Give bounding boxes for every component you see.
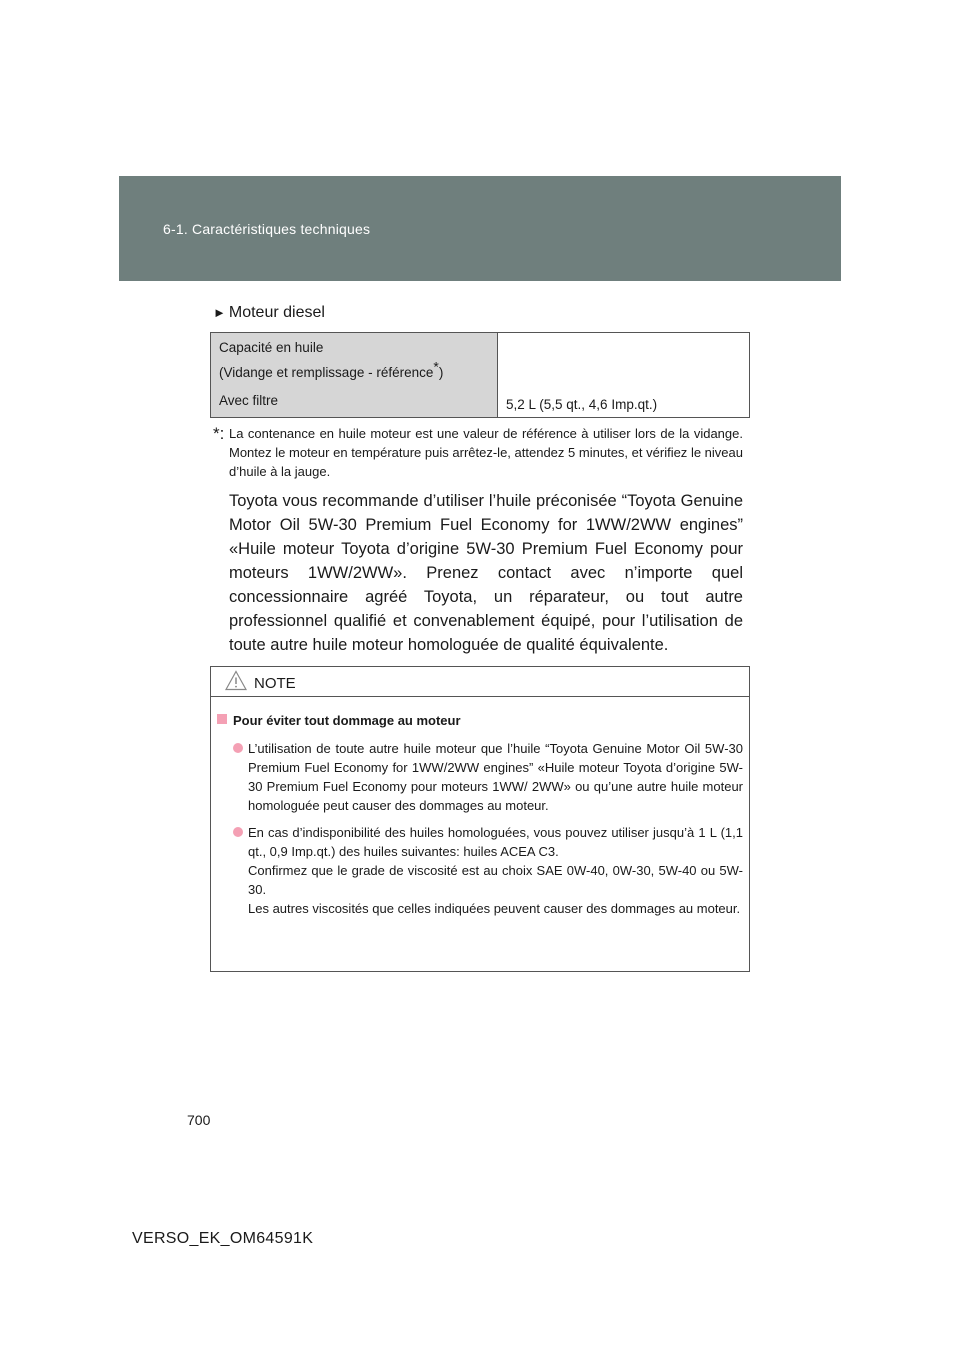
subsection-title-text: Moteur diesel [228, 304, 325, 321]
subsection-title [213, 304, 325, 322]
note-title: NOTE [254, 675, 296, 692]
table-label-cell [211, 333, 498, 418]
circle-bullet-icon [233, 743, 243, 753]
page-number: 700 [187, 1112, 211, 1128]
footnote [213, 424, 743, 481]
list-item [217, 739, 743, 815]
table-value-cell [498, 333, 750, 418]
footnote-text: La contenance en huile moteur est une valeur de référence à utiliser lors de la vidange. Montez le moteur en température puis arrêtez-le, attendez 5 minutes, et vérifiez le niveau d’huile à la jauge. [229, 426, 743, 479]
label-line-2: (Vidange et remplissage - référence*) [219, 358, 444, 380]
section-title: 6-1. Caractéristiques techniques [163, 221, 371, 237]
square-bullet-icon [217, 714, 227, 724]
footnote-mark: *: [213, 424, 225, 443]
note-heading-text: Pour éviter tout dommage au moteur [233, 713, 461, 728]
asterisk-marker: * [433, 358, 439, 374]
list-item [217, 823, 743, 918]
body-paragraph: Toyota vous recommande d’utiliser l’huile préconisée “Toyota Genuine Motor Oil 5W-30 Premium Fuel Economy for 1WW/2WW engines” «Huile moteur Toyota d’origine 5W-30 Premium Fuel Economy pour moteurs 1WW/2WW». Prenez contact avec n’importe quel concessionnaire agréé Toyota, un réparateur, ou tout autre professionnel qualifié et convenablement équipé, pour l’utilisation de toute autre huile moteur homologuée de qualité équivalente. [229, 492, 743, 654]
note-heading [217, 711, 743, 730]
document-code: VERSO_EK_OM64591K [132, 1230, 314, 1247]
bullet-text-line-2: Confirmez que le grade de viscosité est au choix SAE 0W-40, 0W-30, 5W-40 ou 5W-30. [248, 863, 743, 897]
bullet-text-line-1: En cas d’indisponibilité des huiles homologuées, vous pouvez utiliser jusqu’à 1 L (1,1 qt., 0,9 Imp.qt.) des huiles suivantes: huiles ACEA C3. [248, 825, 743, 859]
note-box [210, 666, 750, 972]
section-header-band [119, 176, 841, 281]
triangle-marker-icon: ► [213, 305, 226, 320]
label-line-1: Capacité en huile [219, 340, 324, 355]
bullet-text-line-3: Les autres viscosités que celles indiquées peuvent causer des dommages au moteur. [248, 901, 741, 916]
bullet-text: L’utilisation de toute autre huile moteur que l’huile “Toyota Genuine Motor Oil 5W-30 Premium Fuel Economy for 1WW/2WW engines” «Huile moteur Toyota d’origine 5W-30 Premium Fuel Economy pour moteurs 1WW/ 2WW» ou qu’une autre huile moteur homologuée peut causer des dommages au moteur. [248, 741, 743, 813]
note-body [211, 697, 749, 918]
circle-bullet-icon [233, 827, 243, 837]
oil-capacity-table [210, 332, 750, 418]
row-label: Avec filtre [219, 392, 279, 408]
note-header [211, 667, 749, 697]
warning-icon [225, 670, 247, 691]
row-value: 5,2 L (5,5 qt., 4,6 Imp.qt.) [506, 397, 658, 412]
